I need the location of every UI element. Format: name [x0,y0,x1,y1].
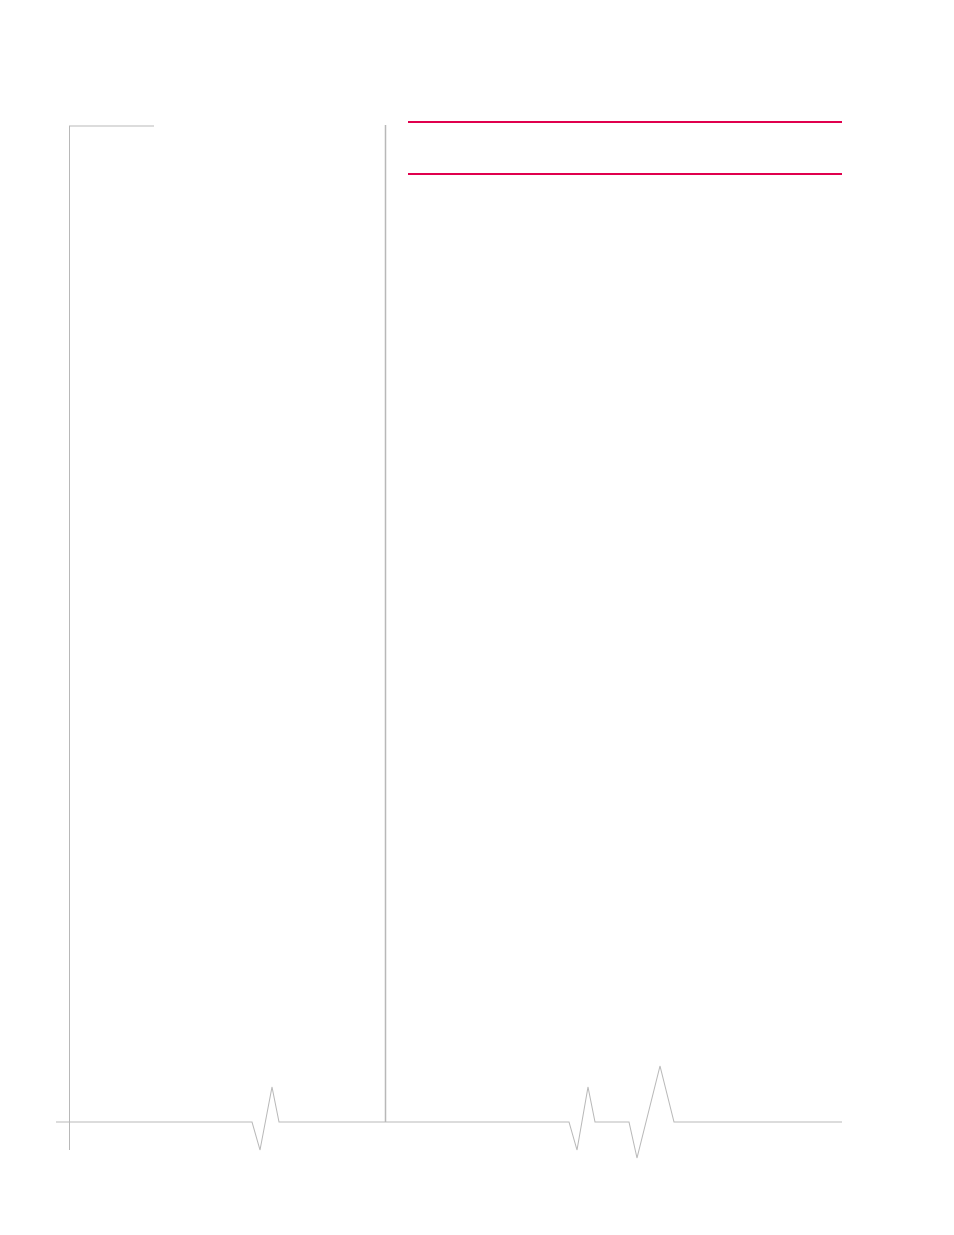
section-rule-bottom [408,173,842,175]
section-gap [408,123,842,173]
footer-waveform-line [56,1066,842,1158]
main-content [408,121,842,197]
